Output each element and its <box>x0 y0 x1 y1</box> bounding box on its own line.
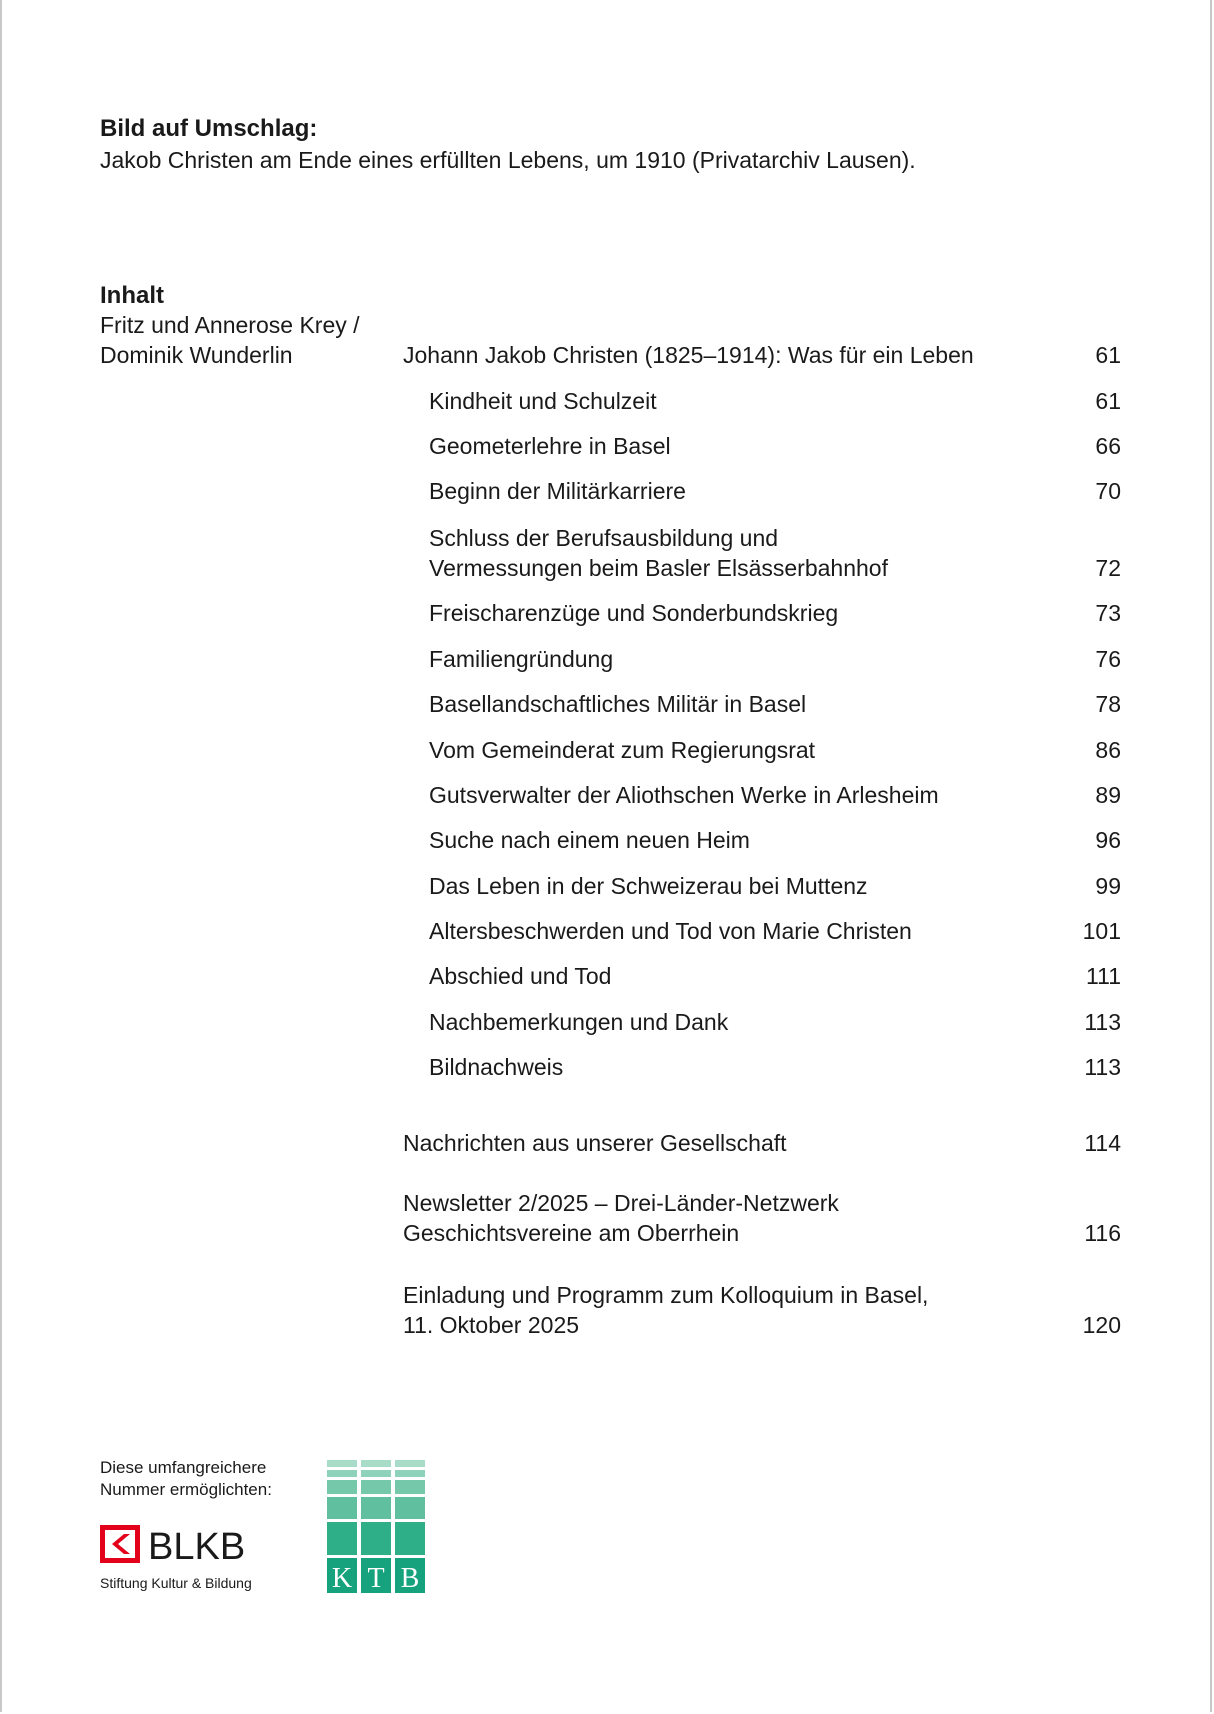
authors-line-1: Fritz und Annerose Krey / <box>100 312 360 338</box>
authors-line-2: Dominik Wunderlin <box>100 342 293 368</box>
ktb-logo <box>327 1460 425 1593</box>
toc-entry-page: 99 <box>1095 873 1121 899</box>
toc-entry-page: 96 <box>1095 827 1121 853</box>
toc-entry-page: 86 <box>1095 737 1121 763</box>
ktb-letter: T <box>367 1563 385 1593</box>
toc-entry: Abschied und Tod <box>429 963 612 989</box>
toc-other-entry-continuation: Geschichtsvereine am Oberrhein <box>403 1220 740 1246</box>
toc-entry-page: 113 <box>1084 1054 1121 1080</box>
toc-entry-page: 89 <box>1095 782 1121 808</box>
toc-main-page: 61 <box>1095 342 1121 368</box>
toc-entry: Gutsverwalter der Aliothschen Werke in Arlesheim <box>429 782 939 808</box>
toc-entry: Kindheit und Schulzeit <box>429 388 657 414</box>
toc-entry-page: 76 <box>1095 646 1121 672</box>
toc-entry: Vom Gemeinderat zum Regierungsrat <box>429 737 816 763</box>
toc-entry-page: 61 <box>1095 388 1121 414</box>
ktb-letter: B <box>400 1563 420 1593</box>
contents-heading: Inhalt <box>100 282 164 309</box>
toc-other-page: 114 <box>1084 1130 1121 1156</box>
toc-main-title: Johann Jakob Christen (1825–1914): Was für ein Leben <box>403 342 974 368</box>
cover-caption: Jakob Christen am Ende eines erfüllten Lebens, um 1910 (Privatarchiv Lausen). <box>100 147 916 173</box>
blkb-logo-name: BLKB <box>148 1526 246 1568</box>
toc-entry: Schluss der Berufsausbildung und <box>429 525 779 551</box>
toc-entry-page: 113 <box>1084 1009 1121 1035</box>
toc-entry-page: 70 <box>1095 478 1121 504</box>
toc-other-entry: Newsletter 2/2025 – Drei-Länder-Netzwerk <box>403 1190 839 1216</box>
toc-entry-page: 111 <box>1086 963 1121 989</box>
toc-entry-page: 72 <box>1095 555 1121 581</box>
cover-heading: Bild auf Umschlag: <box>100 115 318 142</box>
toc-entry: Bildnachweis <box>429 1054 564 1080</box>
toc-other-entry: Nachrichten aus unserer Gesellschaft <box>403 1130 787 1156</box>
toc-entry: Familiengründung <box>429 646 614 672</box>
toc-entry-page: 101 <box>1082 918 1121 944</box>
blkb-logo-subtitle: Stiftung Kultur & Bildung <box>100 1575 252 1591</box>
blkb-logo <box>100 1525 270 1595</box>
toc-entry-page: 73 <box>1095 600 1121 626</box>
ktb-logo-mark <box>327 1460 425 1593</box>
toc-entry: Basellandschaftliches Militär in Basel <box>429 691 807 717</box>
toc-entry: Geometerlehre in Basel <box>429 433 671 459</box>
toc-entry: Nachbemerkungen und Dank <box>429 1009 729 1035</box>
toc-other-page: 120 <box>1082 1312 1121 1338</box>
toc-entry: Beginn der Militärkarriere <box>429 478 686 504</box>
toc-entry-page: 66 <box>1095 433 1121 459</box>
toc-entry: Altersbeschwerden und Tod von Marie Christen <box>429 918 912 944</box>
sponsor-text-line-1: Diese umfangreichere <box>100 1458 267 1477</box>
toc-entry-page: 78 <box>1095 691 1121 717</box>
toc-other-page: 116 <box>1084 1220 1121 1246</box>
toc-entry: Das Leben in der Schweizerau bei Muttenz <box>429 873 868 899</box>
sponsor-text-line-2: Nummer ermöglichten: <box>100 1480 272 1499</box>
toc-entry: Freischarenzüge und Sonderbundskrieg <box>429 600 839 626</box>
blkb-logo-mark <box>100 1525 270 1595</box>
toc-other-entry: Einladung und Programm zum Kolloquium in Basel, <box>403 1282 929 1308</box>
toc-other-entry-continuation: 11. Oktober 2025 <box>403 1312 580 1338</box>
ktb-letter: K <box>331 1563 353 1593</box>
toc-entry-continuation: Vermessungen beim Basler Elsässerbahnhof <box>429 555 888 581</box>
toc-entry: Suche nach einem neuen Heim <box>429 827 750 853</box>
